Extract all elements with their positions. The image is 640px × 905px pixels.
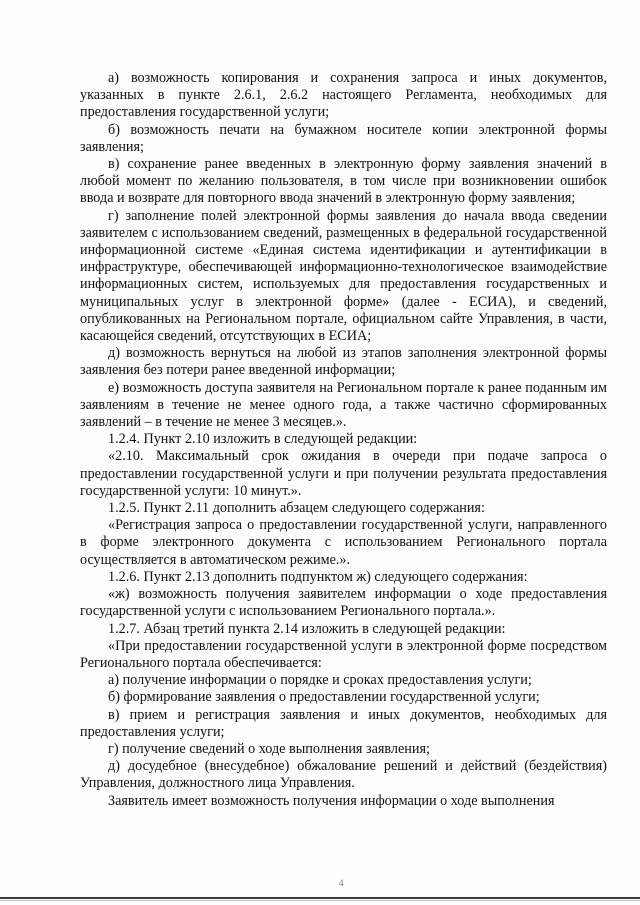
- list-item-b: б) формирование заявления о предоставлении государственной услуги;: [108, 689, 540, 706]
- paragraph-d-return-steps: д) возможность вернуться на любой из этапов заполнения электронной формы заявления без потери ранее введенной информации;: [80, 345, 607, 379]
- scan-edge-line: [0, 897, 640, 899]
- list-item-a: а) получение информации о порядке и сроках предоставления услуги;: [108, 672, 532, 689]
- clause-2-14-intro: «При предоставлении государственной услуги в электронной форме посредством Регионального портала обеспечивается:: [80, 637, 607, 671]
- clause-1-2-7: 1.2.7. Абзац третий пункта 2.14 изложить в следующей редакции:: [108, 620, 506, 637]
- list-item-v: в) прием и регистрация заявления и иных документов, необходимых для предоставления услуги;: [80, 706, 607, 740]
- paragraph-b-print: б) возможность печати на бумажном носителе копии электронной формы заявления;: [80, 121, 607, 155]
- registration-text: «Регистрация запроса о предоставлении государственной услуги, направленного в форме электронного документа с использованием Регионального портала осуществляется в автоматическом режиме.».: [80, 517, 607, 568]
- scan-edge-shadow: [0, 900, 640, 901]
- list-item-d: д) досудебное (внесудебное) обжалование решений и действий (бездействия) Управления, должностного лица Управления.: [80, 758, 607, 792]
- paragraph-g-fill-fields: г) заполнение полей электронной формы заявления до начала ввода сведении заявителем с использованием сведений, размещенных в федеральной государственной информационной системе «Единая система идентификации и аутентификации в инфраструктуре, обеспечивающей информационно-технологическое взаимодействие информационных систем, используемых для предоставления государственных и муниципальных услуг в электронной форме» (далее - ЕСИА), и сведений, опубликованных на Региональном портале, официальном сайте Управления, в части, касающейся сведений, отсутствующих в ЕСИА;: [80, 207, 607, 345]
- page-number: 4: [339, 878, 344, 888]
- list-item-g: г) получение сведений о ходе выполнения заявления;: [108, 740, 430, 757]
- paragraph-a-copy-save: а) возможность копирования и сохранения запроса и иных документов, указанных в пункте 2.6.1, 2.6.2 настоящего Регламента, необходимых для предоставления государственной услуги;: [80, 70, 607, 121]
- paragraph-v-save-values: в) сохранение ранее введенных в электронную форму заявления значений в любой момент по желанию пользователя, в том числе при возникновении ошибок ввода и возврате для повторного ввода значений в электронную форму заявления;: [80, 156, 607, 207]
- clause-1-2-5: 1.2.5. Пункт 2.11 дополнить абзацем следующего содержания:: [108, 500, 485, 517]
- clause-1-2-4: 1.2.4. Пункт 2.10 изложить в следующей редакции:: [108, 431, 418, 448]
- clause-2-10-text: «2.10. Максимальный срок ожидания в очереди при подаче запроса о предоставлении государственной услуги и при получении результата предоставления государственной услуги: 10 минут.».: [80, 448, 607, 499]
- clause-1-2-6: 1.2.6. Пункт 2.13 дополнить подпунктом ж) следующего содержания:: [108, 568, 528, 585]
- paragraph-e-access-applications: е) возможность доступа заявителя на Региональном портале к ранее поданным им заявлениям в течение не менее одного года, а также частично сформированных заявлений – в течение не менее 3 месяцев.».: [80, 379, 607, 431]
- document-body: [80, 70, 607, 810]
- closing-paragraph: Заявитель имеет возможность получения информации о ходе выполнения: [108, 792, 555, 809]
- subclause-zh-text: «ж) возможность получения заявителем информации о ходе предоставления государственной услуги с использованием Регионального портала.».: [80, 586, 607, 620]
